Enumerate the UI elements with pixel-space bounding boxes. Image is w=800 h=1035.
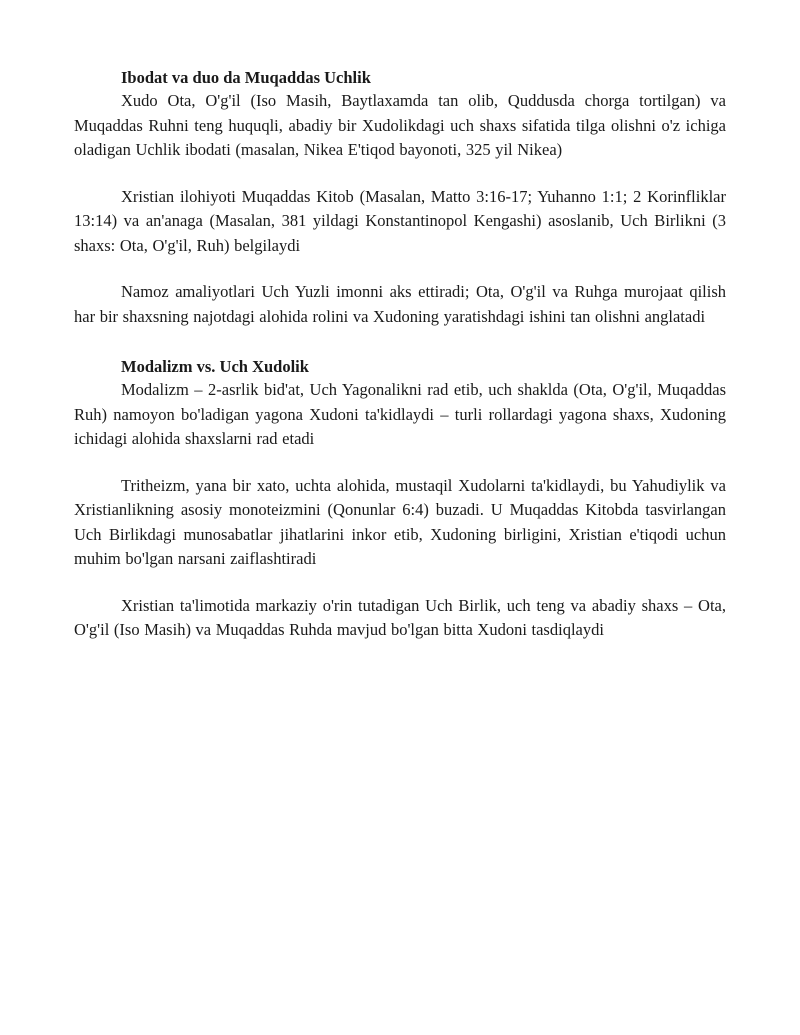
paragraph: Modalizm – 2-asrlik bid'at, Uch Yagonalikni rad etib, uch shaklda (Ota, O'g'il, Muqaddas Ruh) namoyon bo'ladigan yagona Xudoni ta'kidlaydi – turli rollardagi yagona shaxs, Xudoning ichidagi alohida shaxslarni rad etadi [74, 380, 726, 448]
paragraph: Namoz amaliyotlari Uch Yuzli imonni aks ettiradi; Ota, O'g'il va Ruhga murojaat qilish har bir shaxsning najotdagi alohida rolini va Xudoning yaratishdagi ishini tan olishni anglatadi [74, 282, 726, 326]
section-modalism-tritheism [74, 355, 726, 643]
paragraph: Xudo Ota, O'g'il (Iso Masih, Baytlaxamda tan olib, Quddusda chorga tortilgan) va Muqaddas Ruhni teng huquqli, abadiy bir Xudolikdagi uch shaxs sifatida tilga olishni o'z ichiga oladigan Uchlik ibodati (masalan, Nikea E'tiqod bayonoti, 325 yil Nikea) [74, 91, 726, 159]
section-heading: Ibodat va duo da Muqaddas Uchlik [121, 68, 371, 87]
paragraph: Tritheizm, yana bir xato, uchta alohida, mustaqil Xudolarni ta'kidlaydi, bu Yahudiylik va Xristianlikning asosiy monoteizmini (Qonunlar 6:4) buzadi. U Muqaddas Kitobda tasvirlangan Uch Birlikdagi munosabatlar jihatlarini inkor etib, Xudoning birligini, Xristian e'tiqodi uchun muhim bo'lgan narsani zaiflashtiradi [74, 475, 726, 568]
document-page [74, 66, 726, 665]
paragraph: Xristian ta'limotida markaziy o'rin tutadigan Uch Birlik, uch teng va abadiy shaxs – Ota, O'g'il (Iso Masih) va Muqaddas Ruhda mavjud bo'lgan bitta Xudoni tasdiqlaydi [74, 595, 726, 639]
section-heading: Modalizm vs. Uch Xudolik [121, 357, 309, 376]
section-trinity-prayer [74, 66, 726, 329]
paragraph: Xristian ilohiyoti Muqaddas Kitob (Masalan, Matto 3:16-17; Yuhanno 1:1; 2 Korinfliklar 13:14) va an'anaga (Masalan, 381 yildagi Konstantinopol Kengashi) asoslanib, Uch Birlikni (3 shaxs: Ota, O'g'il, Ruh) belgilaydi [74, 186, 726, 255]
